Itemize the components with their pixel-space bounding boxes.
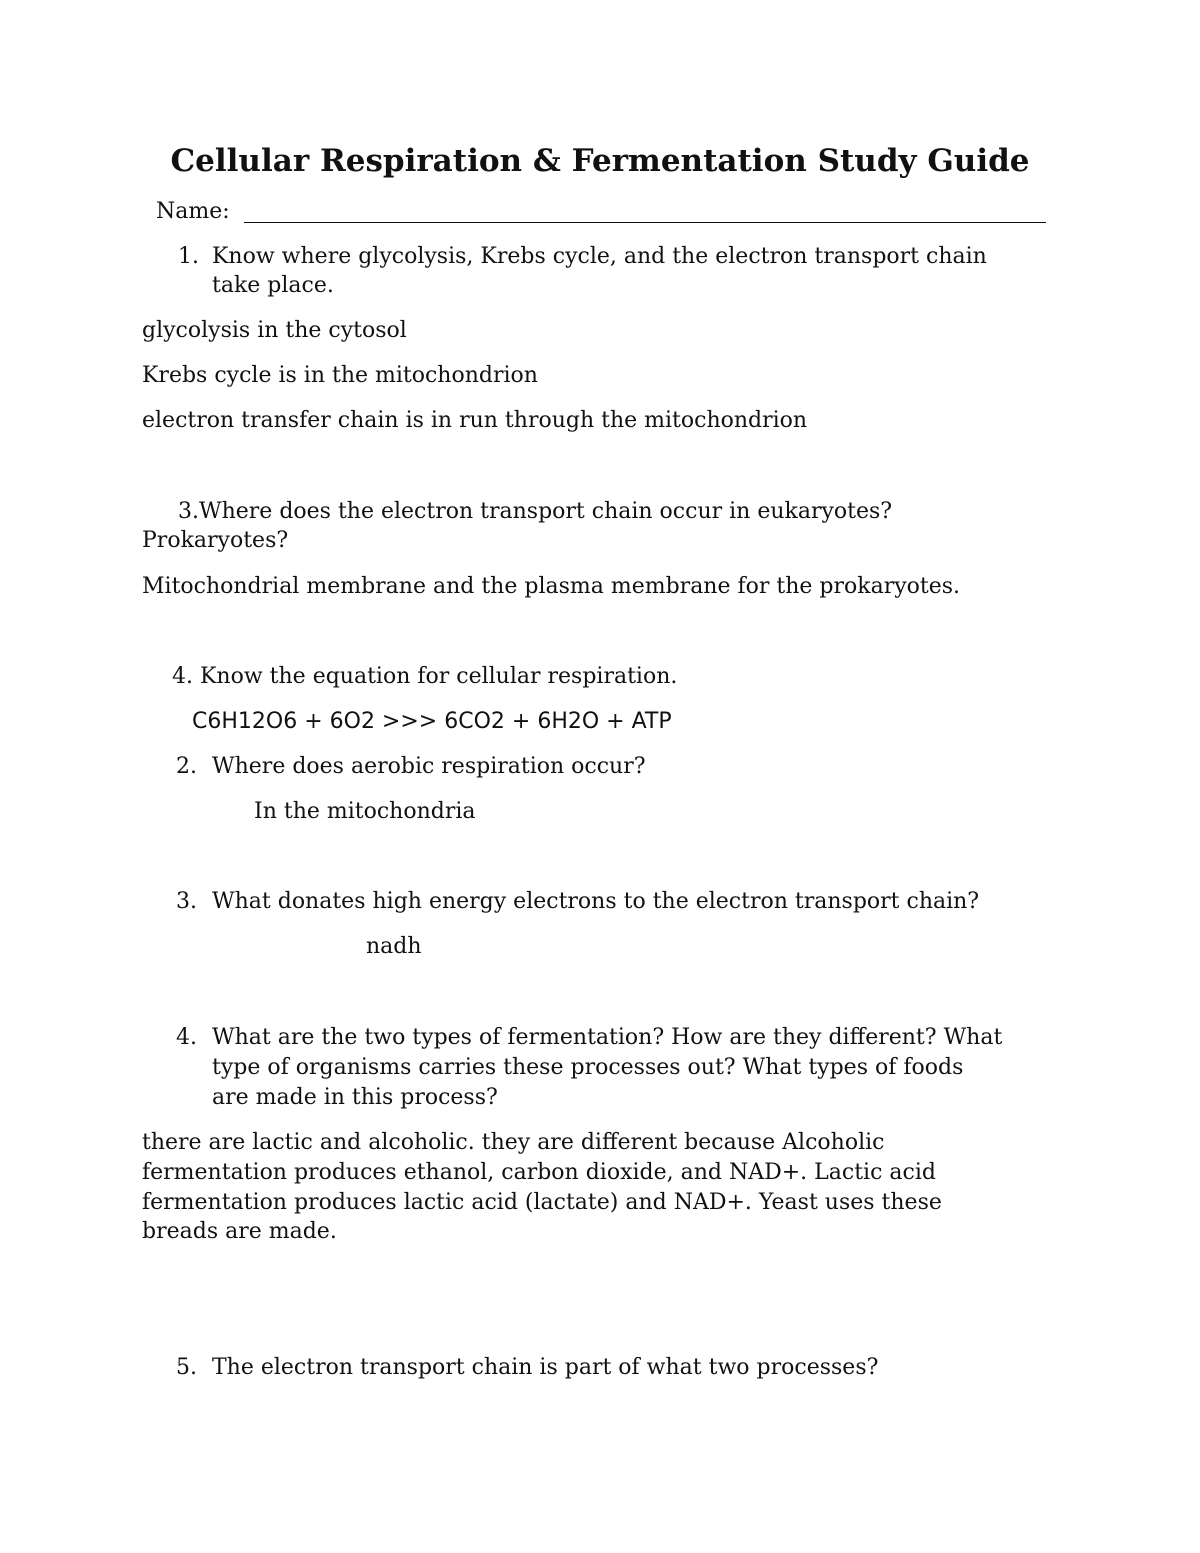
q2-text: Where does aerobic respiration occur? (212, 754, 646, 779)
a4b-line3: fermentation produces lactic acid (lactate) and NAD+. Yeast uses these (142, 1190, 942, 1215)
q1-line1: Know where glycolysis, Krebs cycle, and the electron transport chain (212, 244, 987, 269)
q2-number: 2. (176, 754, 197, 779)
equation-text: C6H12O6 + 6O2 >>> 6CO2 + 6H2O + ATP (192, 709, 672, 734)
a4b-line2: fermentation produces ethanol, carbon dioxide, and NAD+. Lactic acid (142, 1160, 936, 1185)
a1-line1: glycolysis in the cytosol (142, 318, 407, 343)
q4b-line2: type of organisms carries these processes out? What types of foods (212, 1055, 964, 1080)
a1-line3: electron transfer chain is in run through the mitochondrion (142, 408, 808, 433)
page-title: Cellular Respiration & Fermentation Study Guide (170, 143, 1030, 179)
q5-text: The electron transport chain is part of what two processes? (212, 1355, 879, 1380)
q3b-number: 3. (176, 889, 197, 914)
q4b-number: 4. (176, 1025, 197, 1050)
q4a-number: 4. (172, 664, 193, 689)
q1-line2: take place. (212, 273, 334, 298)
name-blank-line (244, 222, 1046, 223)
a4b-line1: there are lactic and alcoholic. they are different because Alcoholic (142, 1130, 885, 1155)
q4b-line1: What are the two types of fermentation? How are they different? What (212, 1025, 1003, 1050)
q4a-text: Know the equation for cellular respiration. (200, 664, 678, 689)
q3a-line2: Prokaryotes? (142, 528, 289, 553)
name-label: Name: (156, 199, 230, 224)
a3b-text: nadh (366, 934, 422, 959)
a3a-text: Mitochondrial membrane and the plasma membrane for the prokaryotes. (142, 574, 961, 599)
q3a-line1: 3.Where does the electron transport chain occur in eukaryotes? (178, 499, 893, 524)
a1-line2: Krebs cycle is in the mitochondrion (142, 363, 538, 388)
a2-text: In the mitochondria (254, 799, 476, 824)
q4b-line3: are made in this process? (212, 1085, 498, 1110)
q3b-text: What donates high energy electrons to the electron transport chain? (212, 889, 980, 914)
q5-number: 5. (176, 1355, 197, 1380)
q1-number: 1. (178, 244, 199, 269)
a4b-line4: breads are made. (142, 1219, 337, 1244)
